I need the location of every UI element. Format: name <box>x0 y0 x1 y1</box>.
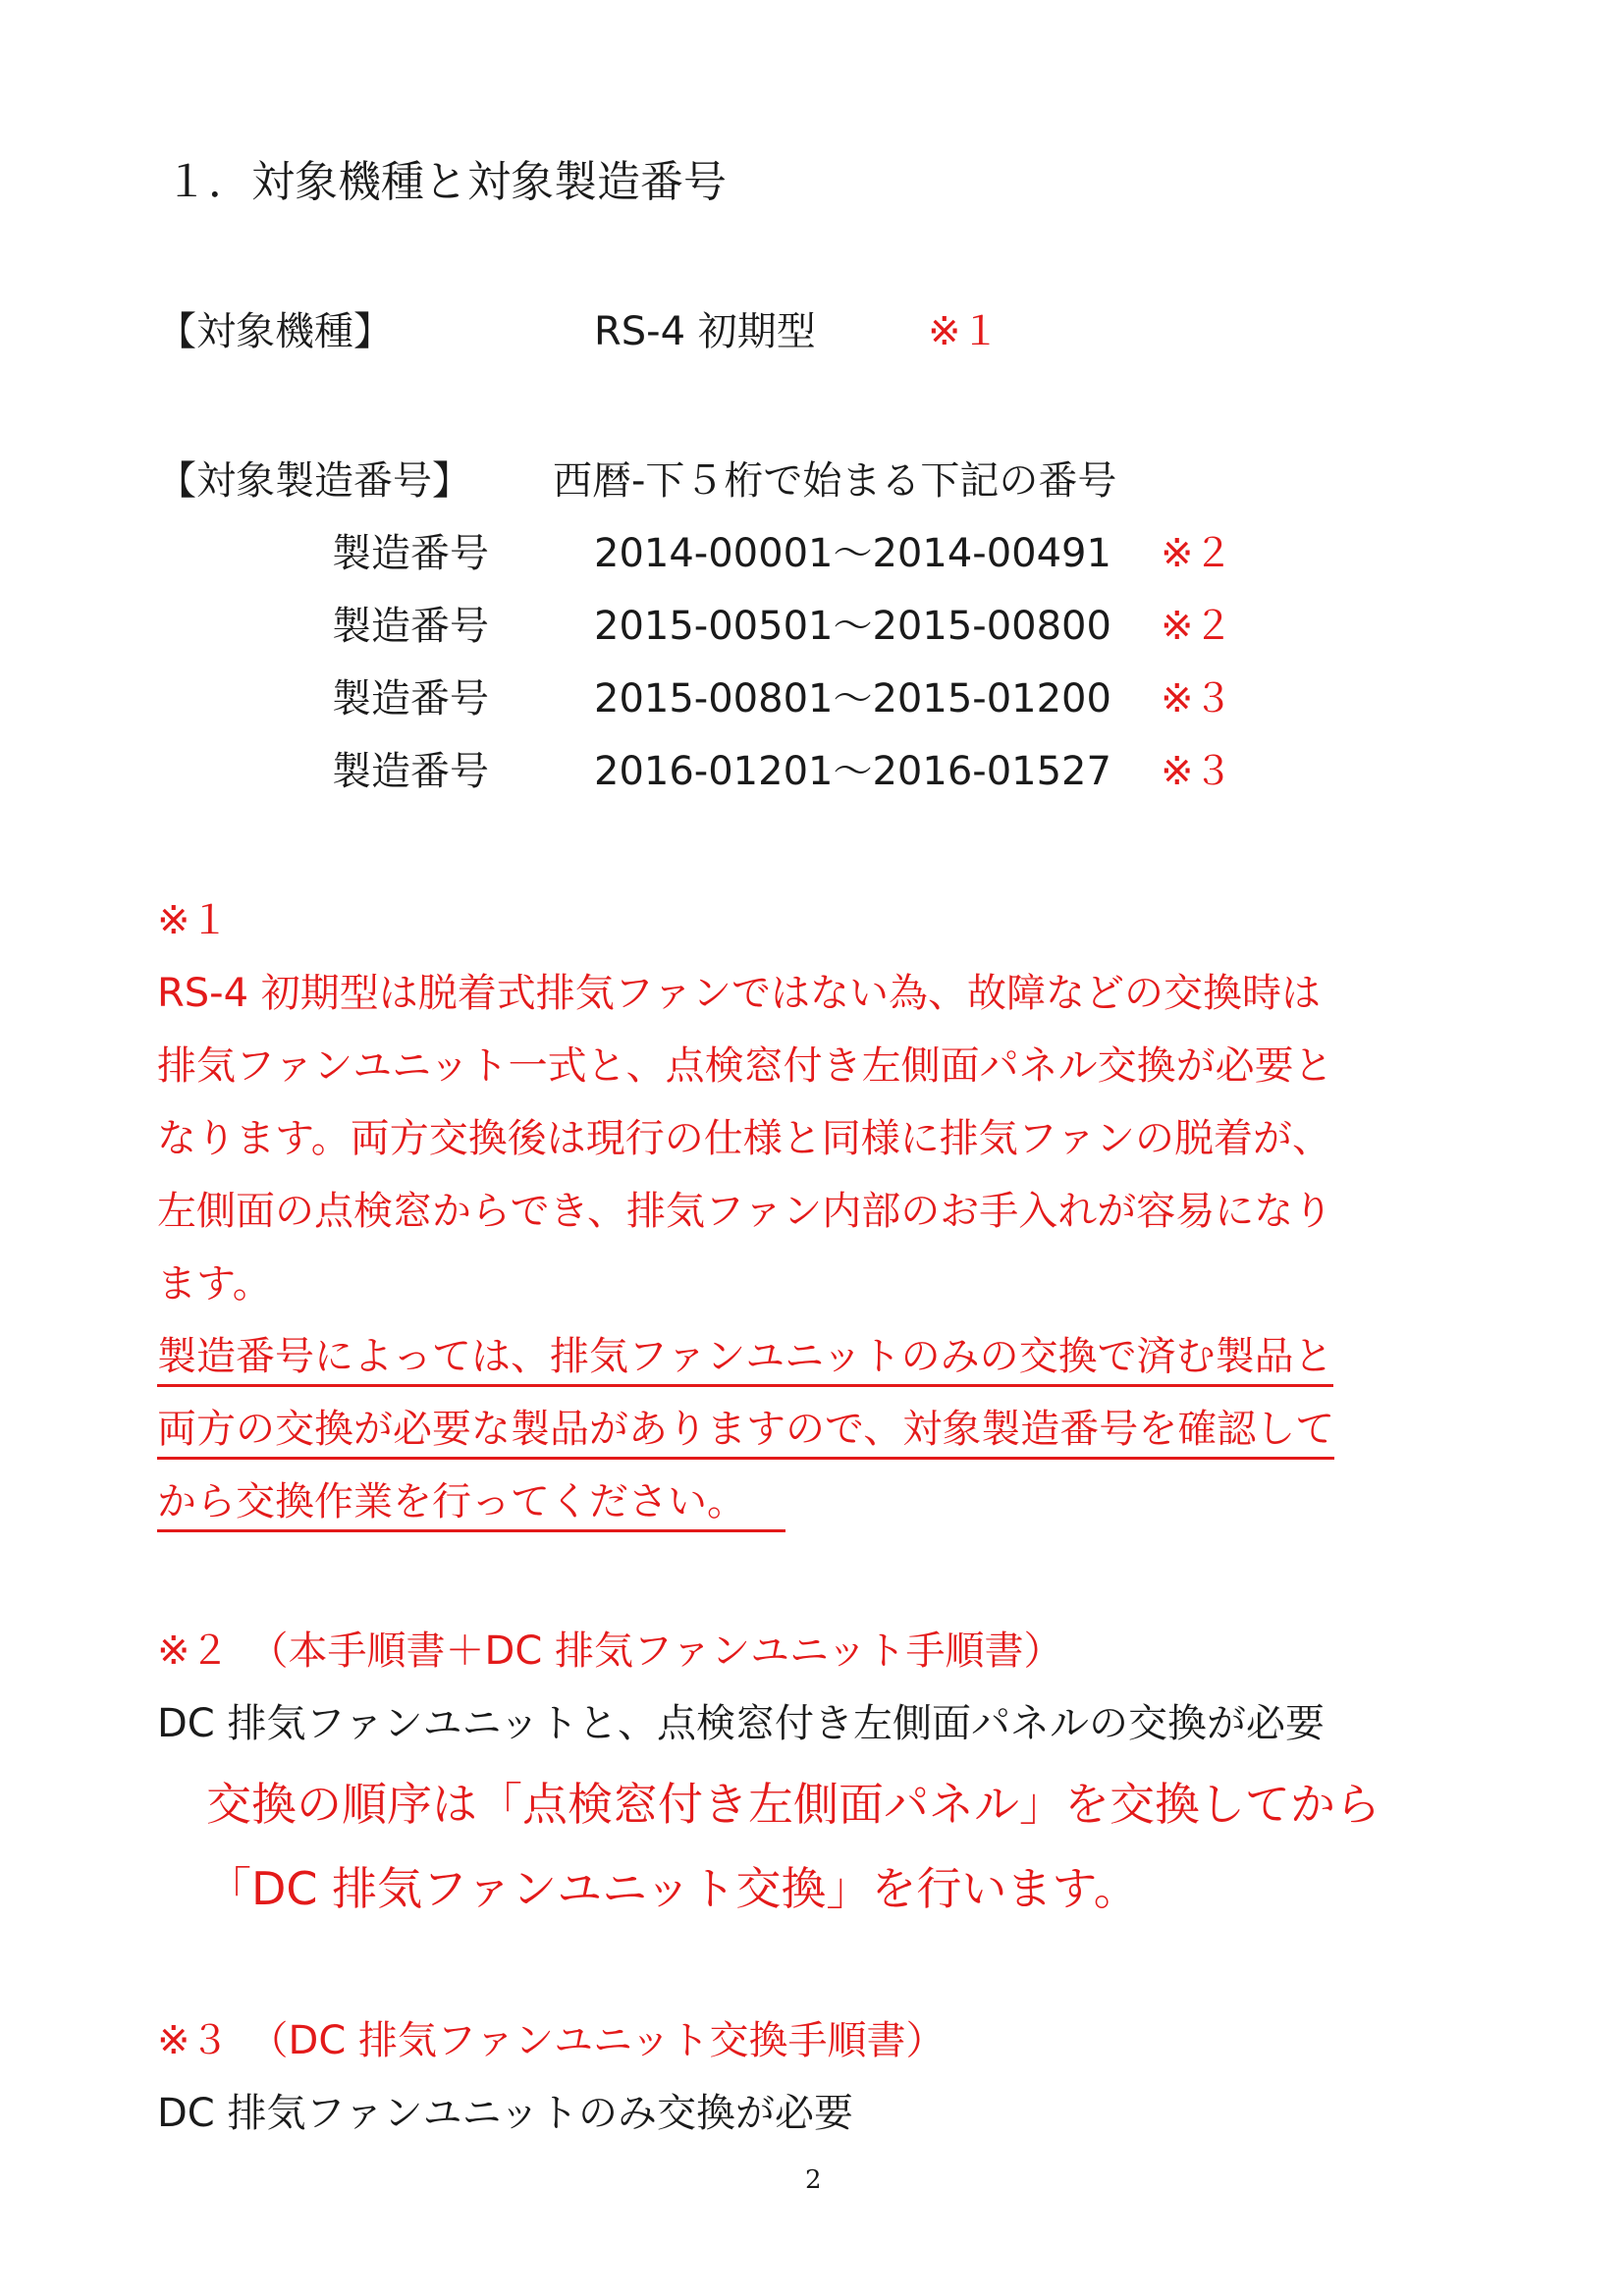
model-note: ※１ <box>928 309 1001 354</box>
note1-heading: ※１ <box>157 898 230 943</box>
note1-line: RS-4 初期型は脱着式排気ファンではない為、故障などの交換時は <box>157 971 1321 1016</box>
serial-note: ※３ <box>1161 676 1233 721</box>
serial-range: 2015-00501～2015-00800 <box>594 604 1111 649</box>
note1-underlined-line: 製造番号によっては、排気ファンユニットのみの交換で済む製品と <box>157 1331 1333 1387</box>
note2-emphasis-line: 「DC 排気ファンユニット交換」を行います。 <box>206 1862 1139 1915</box>
note3-heading: ※３ （DC 排気ファンユニット交換手順書） <box>157 2018 946 2063</box>
serials-description: 西暦-下５桁で始まる下記の番号 <box>553 458 1117 504</box>
note1-underlined-line: 両方の交換が必要な製品がありますので、対象製造番号を確認して <box>157 1404 1334 1460</box>
note2-heading: ※２ （本手順書＋DC 排気ファンユニット手順書） <box>157 1629 1063 1674</box>
serial-label: 製造番号 <box>332 604 489 649</box>
note1-line: ます。 <box>157 1261 272 1307</box>
serial-label: 製造番号 <box>332 749 489 794</box>
model-label: 【対象機種】 <box>157 309 393 354</box>
serial-note: ※３ <box>1161 749 1233 794</box>
page-number: 2 <box>805 2165 822 2195</box>
note2-emphasis-line: 交換の順序は「点検窓付き左側面パネル」を交換してから <box>206 1778 1380 1831</box>
serial-note: ※２ <box>1161 531 1233 576</box>
serial-range: 2015-00801～2015-01200 <box>594 676 1111 721</box>
serial-range: 2016-01201～2016-01527 <box>594 749 1111 794</box>
note3-body: DC 排気ファンユニットのみ交換が必要 <box>157 2091 854 2136</box>
note2-body: DC 排気ファンユニットと、点検窓付き左側面パネルの交換が必要 <box>157 1701 1326 1746</box>
serials-label: 【対象製造番号】 <box>157 458 471 504</box>
serial-label: 製造番号 <box>332 676 489 721</box>
note1-line: 排気ファンユニット一式と、点検窓付き左側面パネル交換が必要と <box>157 1043 1333 1089</box>
note1-underlined-line: から交換作業を行ってください。 <box>157 1476 785 1532</box>
model-value: RS-4 初期型 <box>594 309 816 354</box>
note1-line: 左側面の点検窓からでき、排気ファン内部のお手入れが容易になり <box>157 1189 1333 1234</box>
section-title: １．対象機種と対象製造番号 <box>165 157 727 207</box>
serial-note: ※２ <box>1161 604 1233 649</box>
serial-range: 2014-00001～2014-00491 <box>594 531 1111 576</box>
note1-line: なります。両方交換後は現行の仕様と同様に排気ファンの脱着が、 <box>157 1116 1331 1161</box>
serial-label: 製造番号 <box>332 531 489 576</box>
